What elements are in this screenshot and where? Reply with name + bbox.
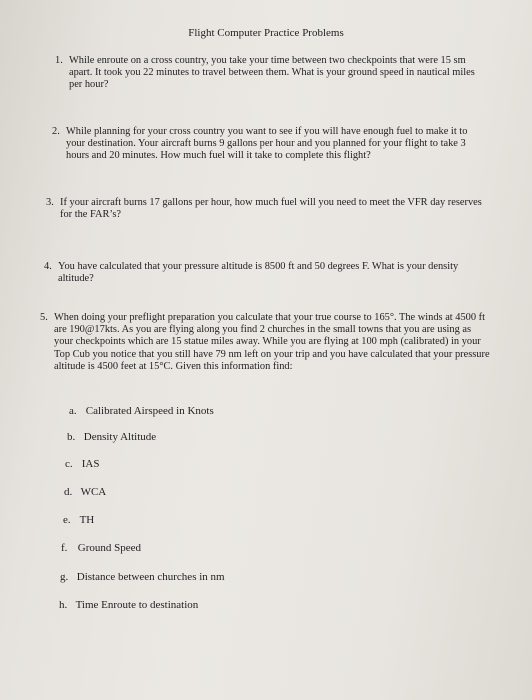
subitem-e: [63, 514, 94, 527]
subitem-letter: c.: [65, 458, 73, 470]
subitem-g: [60, 571, 225, 584]
subitem-letter: e.: [63, 514, 71, 526]
subitem-text: Ground Speed: [77, 542, 141, 554]
subitem-text: Density Altitude: [83, 431, 157, 443]
subitem-a: [69, 405, 214, 418]
subitem-text: Distance between churches in nm: [76, 571, 225, 583]
question-number: 5.: [40, 312, 48, 323]
question-text: While enroute on a cross country, you take your time between two checkpoints that were 15 sm apart. It took you 22 minutes to travel between them. What is your ground speed in nautical miles per hour?: [69, 55, 475, 91]
question-text: While planning for your cross country you want to see if you will have enough fuel to make it to your destination. Your aircraft burns 9 gallons per hour and you planned for your flight to take 3 hours and 20 minutes. How much fuel will it take to complete this flight?: [66, 126, 468, 162]
subitem-letter: h.: [59, 599, 68, 611]
subitem-b: [67, 431, 156, 444]
page-title: Flight Computer Practice Problems: [188, 27, 344, 39]
question-number: 2.: [52, 126, 60, 137]
subitem-d: [64, 486, 106, 499]
subitem-text: IAS: [81, 458, 100, 470]
question-number: 3.: [46, 197, 54, 208]
subitem-letter: f.: [61, 542, 68, 554]
subitem-c: [65, 458, 99, 471]
subitem-text: Calibrated Airspeed in Knots: [85, 405, 214, 417]
subitem-text: TH: [79, 514, 95, 526]
subitem-letter: g.: [60, 571, 69, 583]
question-text: If your aircraft burns 17 gallons per hour, how much fuel will you need to meet the VFR day reserves for the FAR’s?: [60, 197, 482, 221]
subitem-h: [59, 599, 198, 612]
subitem-letter: a.: [69, 405, 77, 417]
subitem-letter: d.: [64, 486, 73, 498]
subitem-f: [61, 542, 141, 555]
subitem-letter: b.: [67, 431, 76, 443]
question-number: 1.: [55, 55, 63, 66]
subitem-text: Time Enroute to destination: [75, 599, 199, 611]
question-text: You have calculated that your pressure altitude is 8500 ft and 50 degrees F. What is your density altitude?: [58, 261, 459, 285]
question-text: When doing your preflight preparation you calculate that your true course to 165°. The winds at 4500 ft are 190@17kts. As you are flying along you find 2 churches in the small towns that you are using as your checkpoints which are 15 statue miles away. While you are flying at 100 mph (calibrated) in your Top Cub you notice that you still have 79 nm left on your trip and you have calculated that your pressure altitude is 4500 feet at 15°C. Given this information find:: [54, 312, 490, 372]
question-number: 4.: [44, 261, 52, 272]
subitem-text: WCA: [80, 486, 107, 498]
